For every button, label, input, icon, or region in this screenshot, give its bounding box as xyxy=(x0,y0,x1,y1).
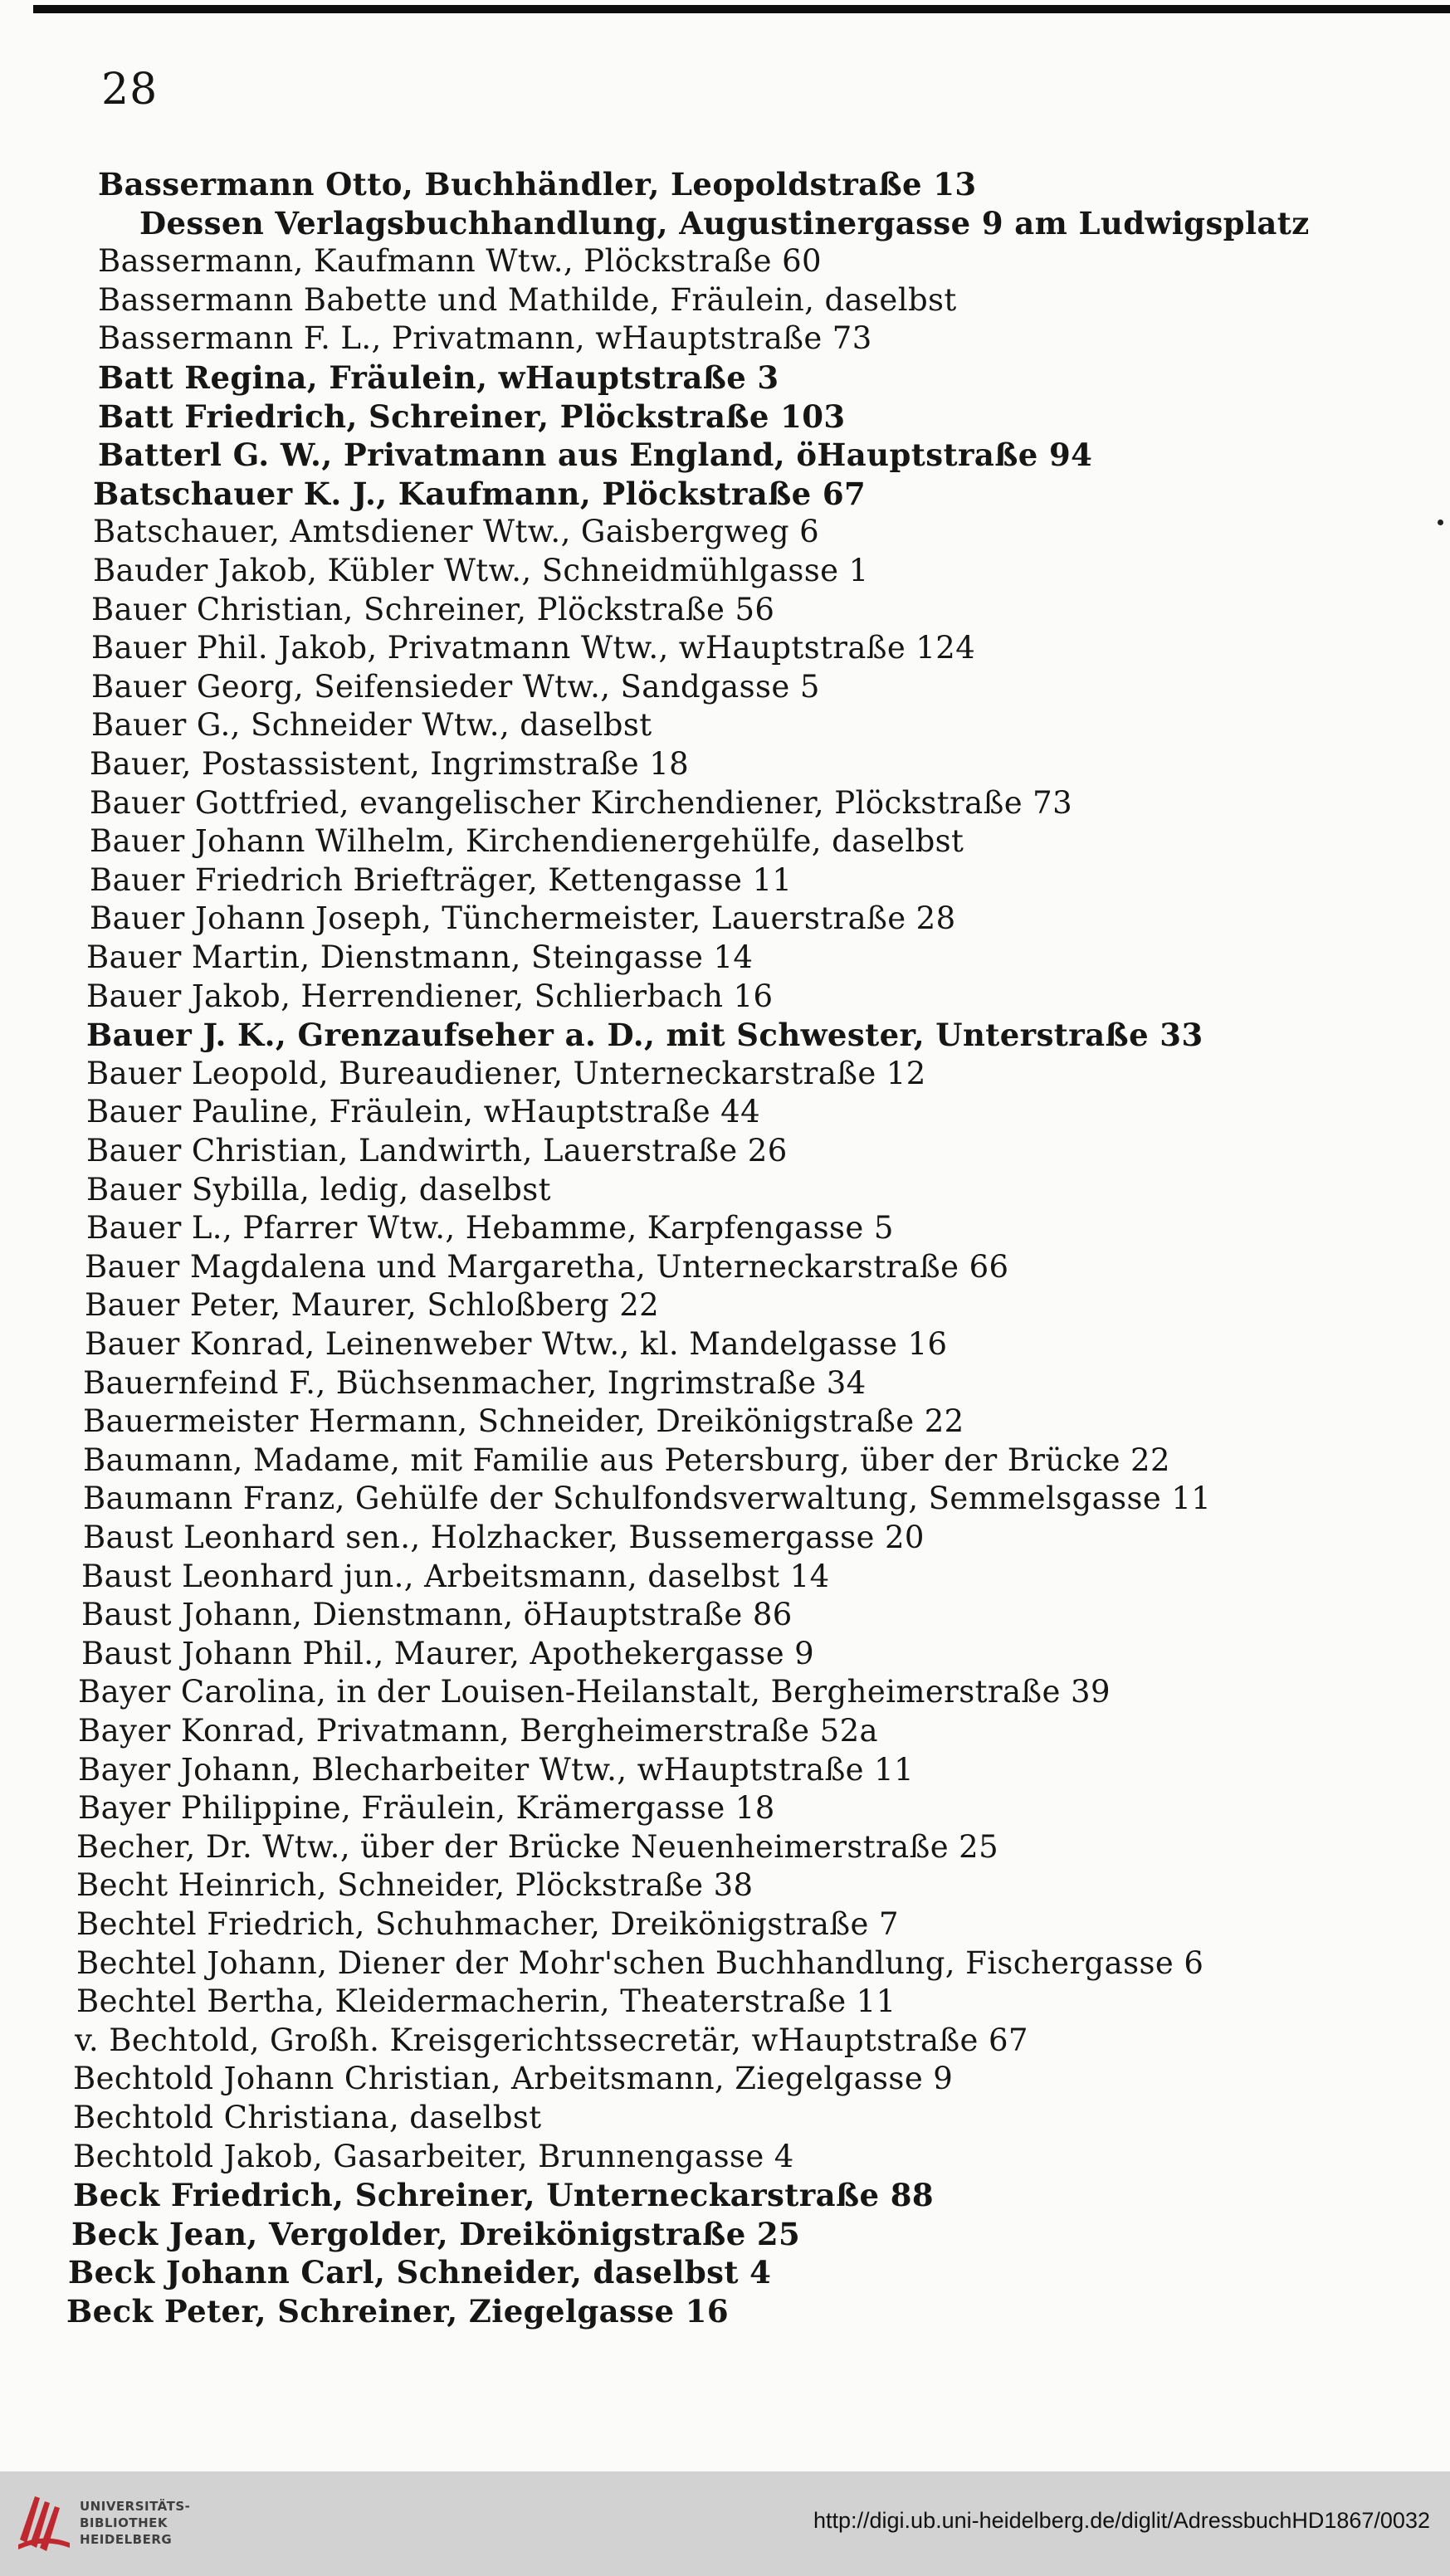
address-entry: Batschauer K. J., Kaufmann, Plöckstraße 67 xyxy=(93,476,867,512)
library-name-line-2: BIBLIOTHEK xyxy=(80,2515,168,2530)
scan-speck xyxy=(1438,520,1443,525)
address-entry: Bauder Jakob, Kübler Wtw., Schneidmühlgasse 1 xyxy=(93,553,869,588)
address-entry: Bechtel Friedrich, Schuhmacher, Dreikönigstraße 7 xyxy=(76,1906,899,1942)
address-entry: Bauer, Postassistent, Ingrimstraße 18 xyxy=(90,746,690,782)
address-entry: Baust Johann, Dienstmann, öHauptstraße 86 xyxy=(81,1597,793,1632)
address-entry: Becher, Dr. Wtw., über der Brücke Neuenheimerstraße 25 xyxy=(76,1829,999,1865)
address-entry: Becht Heinrich, Schneider, Plöckstraße 38 xyxy=(76,1867,754,1903)
address-entry: Bechtel Bertha, Kleidermacherin, Theaterstraße 11 xyxy=(76,1983,896,2019)
address-entry: Bauer Johann Joseph, Tünchermeister, Lauerstraße 28 xyxy=(90,900,956,936)
address-entry: Bauer J. K., Grenzaufseher a. D., mit Schwester, Unterstraße 33 xyxy=(86,1017,1203,1053)
address-entry: Bauer Christian, Landwirth, Lauerstraße 26 xyxy=(86,1133,788,1168)
address-entry: Bechtold Christiana, daselbst xyxy=(73,2100,542,2135)
address-entry: Bayer Konrad, Privatmann, Bergheimerstraße 52a xyxy=(78,1713,878,1749)
address-entry: Bauer Phil. Jakob, Privatmann Wtw., wHauptstraße 124 xyxy=(91,630,976,666)
address-entry: Bassermann F. L., Privatmann, wHauptstraße 73 xyxy=(98,320,872,356)
address-entry: Bechtold Johann Christian, Arbeitsmann, Ziegelgasse 9 xyxy=(73,2061,954,2096)
address-entry: Baust Johann Phil., Maurer, Apothekergasse 9 xyxy=(81,1636,815,1671)
address-entry: Bauer Martin, Dienstmann, Steingasse 14 xyxy=(86,939,754,975)
address-entry: Bauer Pauline, Fräulein, wHauptstraße 44 xyxy=(86,1094,761,1129)
address-entry: Bechtold Jakob, Gasarbeiter, Brunnengasse 4 xyxy=(73,2139,794,2174)
library-name-line-1: UNIVERSITÄTS- xyxy=(80,2499,191,2514)
address-entry: Bauer Magdalena und Margaretha, Unterneckarstraße 66 xyxy=(85,1249,1009,1285)
address-entry: Bauer G., Schneider Wtw., daselbst xyxy=(91,707,652,743)
university-library-logo-icon xyxy=(15,2490,73,2553)
address-entry: Beck Peter, Schreiner, Ziegelgasse 16 xyxy=(66,2293,729,2330)
address-entry: Bauernfeind F., Büchsenmacher, Ingrimstraße 34 xyxy=(83,1365,867,1401)
address-entry: Bassermann Otto, Buchhändler, Leopoldstraße 13 xyxy=(98,166,977,202)
address-entry: Beck Johann Carl, Schneider, daselbst 4 xyxy=(68,2254,772,2291)
address-entry: v. Bechtold, Großh. Kreisgerichtssecretär, wHauptstraße 67 xyxy=(75,2022,1028,2058)
address-entry: Bauer Friedrich Briefträger, Kettengasse 11 xyxy=(90,862,793,898)
address-entry: Bauer L., Pfarrer Wtw., Hebamme, Karpfengasse 5 xyxy=(86,1210,894,1246)
address-entry: Bauer Johann Wilhelm, Kirchendienergehülfe, daselbst xyxy=(90,823,964,859)
address-entry: Baust Leonhard sen., Holzhacker, Bussemergasse 20 xyxy=(83,1520,925,1555)
address-entry: Bauer Peter, Maurer, Schloßberg 22 xyxy=(85,1287,660,1323)
address-entry: Bauer Konrad, Leinenweber Wtw., kl. Mandelgasse 16 xyxy=(85,1326,948,1362)
address-entry: Batschauer, Amtsdiener Wtw., Gaisbergweg 6 xyxy=(93,514,820,549)
address-entry: Bayer Philippine, Fräulein, Krämergasse 18 xyxy=(78,1790,775,1826)
address-entry: Bauer Leopold, Bureaudiener, Unterneckarstraße 12 xyxy=(86,1056,926,1091)
address-entry: Bauer Christian, Schreiner, Plöckstraße 56 xyxy=(91,592,775,627)
address-entry: Beck Jean, Vergolder, Dreikönigstraße 25 xyxy=(71,2216,801,2252)
address-entry: Batt Friedrich, Schreiner, Plöckstraße 103 xyxy=(98,398,846,435)
address-entry: Bassermann Babette und Mathilde, Fräulein, daselbst xyxy=(98,282,957,318)
page-number: 28 xyxy=(101,65,159,115)
address-entry: Baumann, Madame, mit Familie aus Petersburg, über der Brücke 22 xyxy=(83,1442,1170,1478)
address-entry: Batt Regina, Fräulein, wHauptstraße 3 xyxy=(98,359,779,396)
library-name-line-3: HEIDELBERG xyxy=(80,2532,173,2547)
address-entry: Bassermann, Kaufmann Wtw., Plöckstraße 60 xyxy=(98,243,822,279)
address-entry: Bauer Georg, Seifensieder Wtw., Sandgasse 5 xyxy=(91,669,820,705)
address-entry: Bayer Johann, Blecharbeiter Wtw., wHauptstraße 11 xyxy=(78,1752,915,1788)
address-entry: Bauer Jakob, Herrendiener, Schlierbach 16 xyxy=(86,978,774,1014)
address-entry: Bauer Sybilla, ledig, daselbst xyxy=(86,1172,551,1208)
footer-bar xyxy=(0,2471,1450,2576)
address-entry: Bayer Carolina, in der Louisen-Heilanstalt, Bergheimerstraße 39 xyxy=(78,1674,1111,1710)
address-entry: Bauermeister Hermann, Schneider, Dreikönigstraße 22 xyxy=(83,1403,964,1439)
address-entry: Bauer Gottfried, evangelischer Kirchendiener, Plöckstraße 73 xyxy=(90,785,1073,821)
top-border-rule xyxy=(33,5,1450,13)
address-entry: Beck Friedrich, Schreiner, Unterneckarstraße 88 xyxy=(73,2177,935,2213)
address-entry: Baumann Franz, Gehülfe der Schulfondsverwaltung, Semmelsgasse 11 xyxy=(83,1481,1212,1516)
library-name xyxy=(80,2498,190,2548)
address-entry: Baust Leonhard jun., Arbeitsmann, daselbst 14 xyxy=(81,1559,830,1594)
address-entry: Dessen Verlagsbuchhandlung, Augustinergasse 9 am Ludwigsplatz xyxy=(139,205,1310,242)
address-entry: Bechtel Johann, Diener der Mohr'schen Buchhandlung, Fischergasse 6 xyxy=(76,1945,1204,1981)
address-entry: Batterl G. W., Privatmann aus England, öHauptstraße 94 xyxy=(98,437,1093,473)
source-url-link[interactable]: http://digi.ub.uni-heidelberg.de/diglit/AdressbuchHD1867/0032 xyxy=(813,2508,1430,2533)
